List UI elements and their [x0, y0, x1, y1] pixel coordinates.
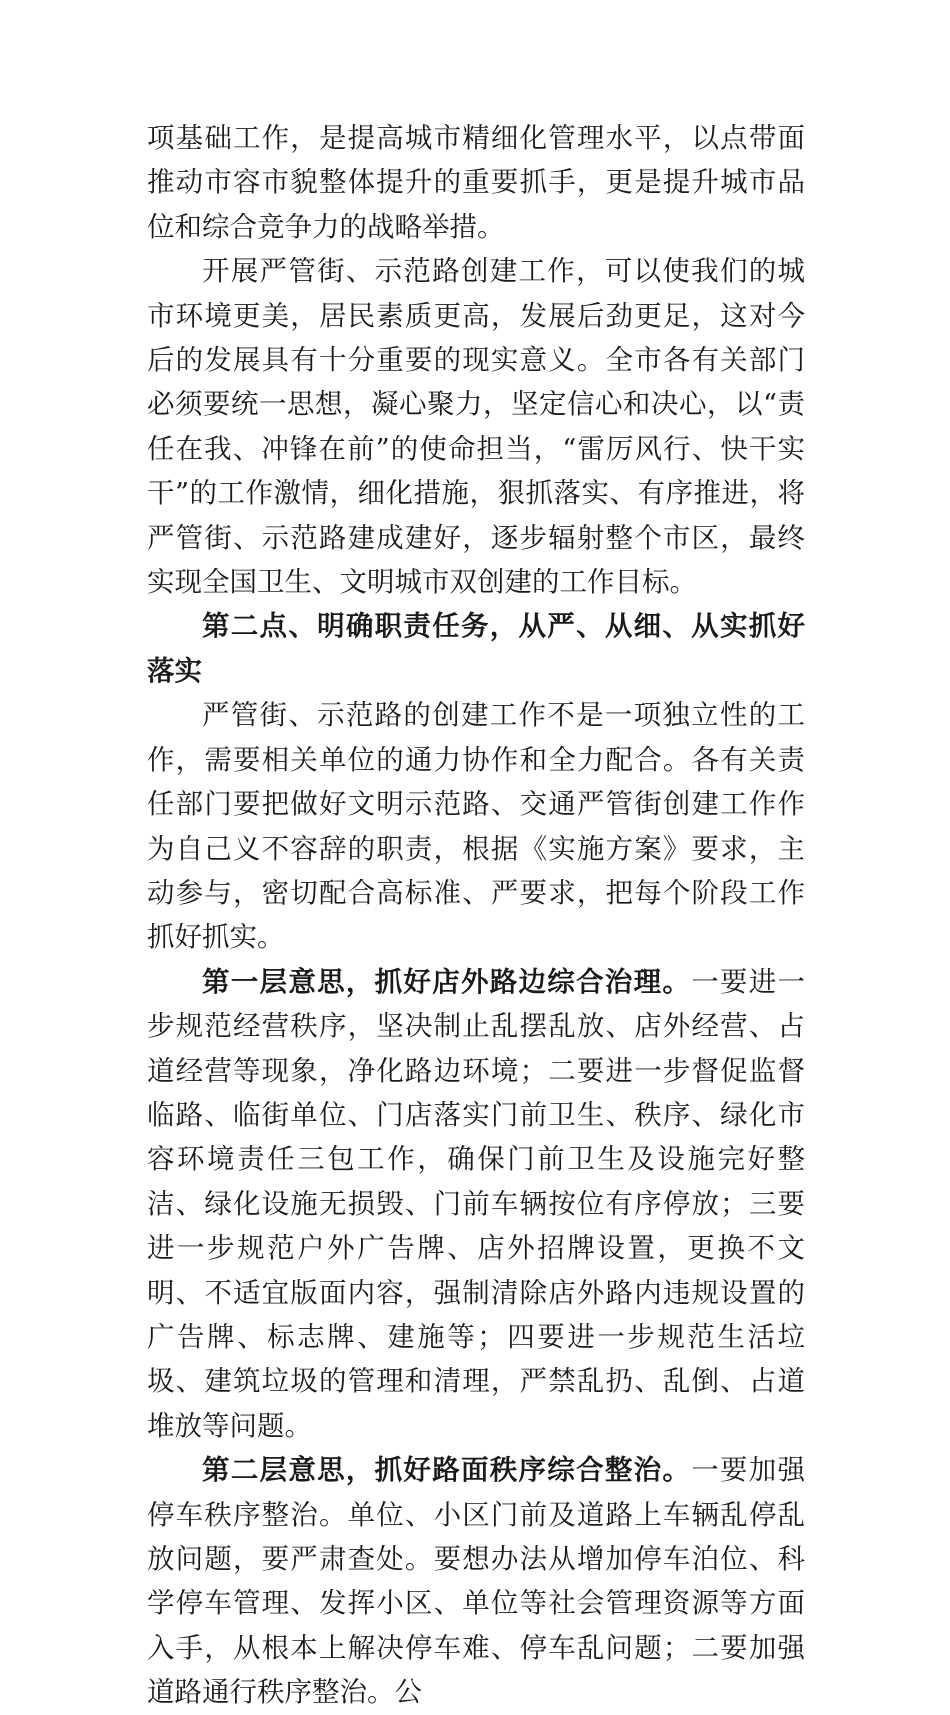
lead-first-layer: 第一层意思，抓好店外路边综合治理。 — [202, 965, 692, 998]
paragraph-responsibilities: 严管街、示范路的创建工作不是一项独立性的工作，需要相关单位的通力协作和全力配合。各有关责任部门要把做好文明示范路、交通严管街创建工作作为自己义不容辞的职责，根据《实施方案》要求，主动参与，密切配合高标准、严要求，把每个阶段工作抓好抓实。 — [147, 699, 805, 954]
body-second-layer: 一要加强停车秩序整治。单位、小区门前及道路上车辆乱停乱放问题，要严肃查处。要想办法从增加停车泊位、科学停车管理、发挥小区、单位等社会管理资源等方面入手，从根本上解决停车难、停车乱问题；二要加强道路通行秩序整治。公 — [147, 1454, 806, 1709]
lead-second-layer: 第二层意思，抓好路面秩序综合整治。 — [202, 1454, 692, 1487]
paragraph-first-layer — [147, 960, 805, 1448]
paragraph-continuation: 项基础工作，是提高城市精细化管理水平，以点带面推动市容市貌整体提升的重要抓手，更是提升城市品位和综合竞争力的战略举措。 — [147, 122, 805, 243]
paragraph-significance: 开展严管街、示范路创建工作，可以使我们的城市环境更美，居民素质更高，发展后劲更足，这对今后的发展具有十分重要的现实意义。全市各有关部门必须要统一思想，凝心聚力，坚定信心和决心，以“责任在我、冲锋在前”的使命担当，“雷厉风行、快干实干”的工作激情，细化措施，狠抓落实、有序推进，将严管街、示范路建成建好，逐步辐射整个市区，最终实现全国卫生、文明城市双创建的工作目标。 — [147, 255, 805, 599]
document-body — [147, 116, 805, 1715]
body-first-layer: 一要进一步规范经营秩序，坚决制止乱摆乱放、店外经营、占道经营等现象，净化路边环境；二要进一步督促监督临路、临街单位、门店落实门前卫生、秩序、绿化市容环境责任三包工作，确保门前卫生及设施完好整洁、绿化设施无损毁、门前车辆按位有序停放；三要进一步规范户外广告牌、店外招牌设置，更换不文明、不适宜版面内容，强制清除店外路内违规设置的广告牌、标志牌、建施等；四要进一步规范生活垃圾、建筑垃圾的管理和清理，严禁乱扔、乱倒、占道堆放等问题。 — [147, 965, 806, 1442]
section-heading-second-point: 第二点、明确职责任务，从严、从细、从实抓好落实 — [147, 610, 805, 687]
paragraph-second-layer — [147, 1448, 805, 1714]
